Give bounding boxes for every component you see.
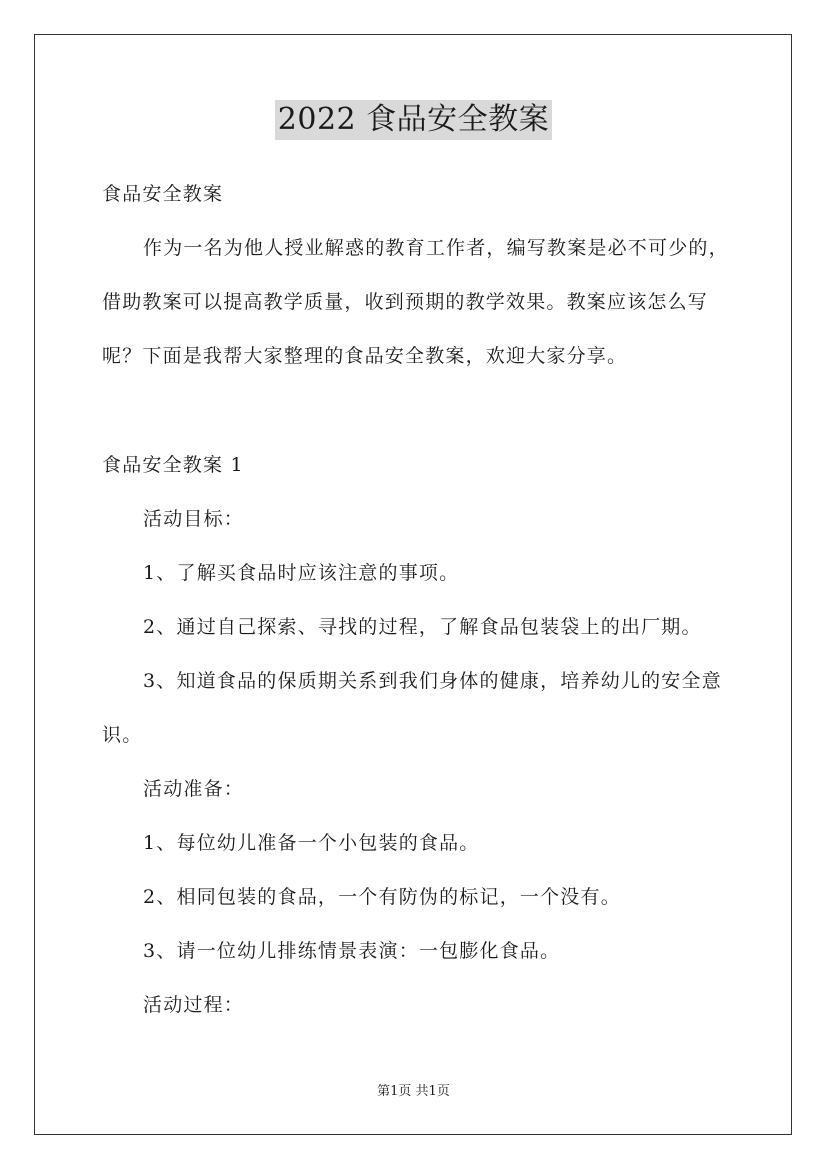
goal-item-3-continuation: 识。 xyxy=(102,724,143,746)
title-container xyxy=(0,100,827,140)
document-title: 2022 食品安全教案 xyxy=(275,100,552,140)
prep-item-3: 3、请一位幼儿排练情景表演：一包膨化食品。 xyxy=(143,940,561,962)
goal-item-1: 1、了解买食品时应该注意的事项。 xyxy=(143,562,460,584)
page-footer xyxy=(0,1083,827,1101)
goal-item-3: 3、知道食品的保质期关系到我们身体的健康，培养幼儿的安全意 xyxy=(143,670,722,692)
intro-line-1: 作为一名为他人授业解惑的教育工作者，编写教案是必不可少的， xyxy=(143,237,729,259)
prep-item-1: 1、每位幼儿准备一个小包装的食品。 xyxy=(143,832,480,854)
process-label: 活动过程： xyxy=(143,994,245,1016)
document-heading: 食品安全教案 xyxy=(102,183,224,205)
goals-label: 活动目标： xyxy=(143,508,245,530)
section-title: 食品安全教案 1 xyxy=(102,454,244,476)
goal-item-2: 2、通过自己探索、寻找的过程，了解食品包装袋上的出厂期。 xyxy=(143,616,702,638)
prep-item-2: 2、相同包装的食品，一个有防伪的标记，一个没有。 xyxy=(143,886,621,908)
prep-label: 活动准备： xyxy=(143,778,245,800)
page-number: 第1页 共1页 xyxy=(377,1084,450,1099)
intro-line-3: 呢？下面是我帮大家整理的食品安全教案，欢迎大家分享。 xyxy=(102,345,628,367)
intro-line-2: 借助教案可以提高教学质量，收到预期的教学效果。教案应该怎么写 xyxy=(102,291,709,313)
